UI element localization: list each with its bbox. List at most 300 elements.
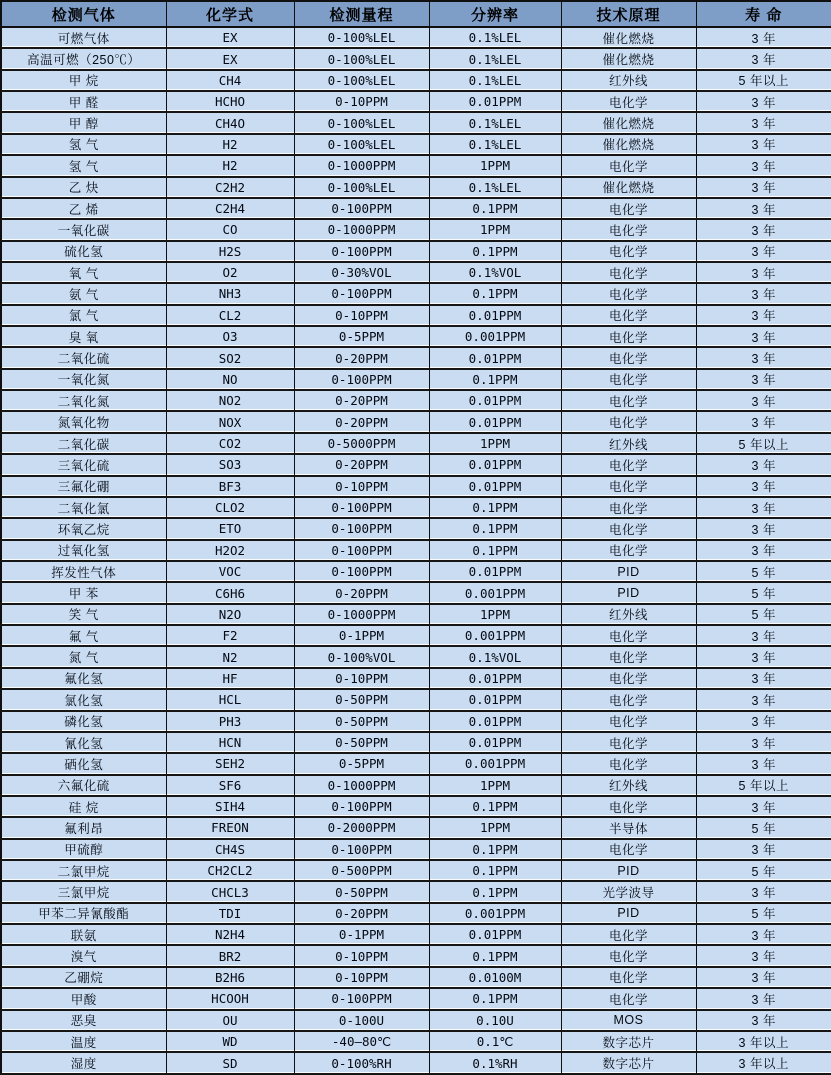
gas-name-cell: 氰化氢 (1, 732, 166, 753)
column-header-resolution: 分辨率 (429, 1, 561, 27)
resolution-cell: 0.1PPM (429, 369, 561, 390)
formula-cell: CO2 (166, 433, 294, 454)
range-cell: 0-100%LEL (294, 27, 429, 48)
resolution-cell: 0.1PPM (429, 198, 561, 219)
table-row (1, 839, 831, 860)
formula-cell: TDI (166, 903, 294, 924)
resolution-cell: 0.01PPM (429, 711, 561, 732)
principle-cell: 催化燃烧 (561, 112, 696, 133)
lifespan-cell: 5 年 (696, 860, 831, 881)
range-cell: 0-20PPM (294, 390, 429, 411)
lifespan-cell: 3 年 (696, 668, 831, 689)
table-row (1, 561, 831, 582)
principle-cell: 催化燃烧 (561, 48, 696, 69)
gas-name-cell: 甲 醛 (1, 91, 166, 112)
principle-cell: 光学波导 (561, 881, 696, 902)
table-row (1, 390, 831, 411)
principle-cell: 电化学 (561, 155, 696, 176)
table-row (1, 753, 831, 774)
gas-name-cell: 三氯甲烷 (1, 881, 166, 902)
range-cell: 0-100PPM (294, 518, 429, 539)
principle-cell: PID (561, 860, 696, 881)
table-row (1, 476, 831, 497)
gas-name-cell: 恶臭 (1, 1010, 166, 1031)
principle-cell: 电化学 (561, 369, 696, 390)
lifespan-cell: 3 年 (696, 347, 831, 368)
formula-cell: CL2 (166, 305, 294, 326)
principle-cell: 催化燃烧 (561, 27, 696, 48)
range-cell: 0-1000PPM (294, 219, 429, 240)
resolution-cell: 0.1%LEL (429, 112, 561, 133)
formula-cell: EX (166, 27, 294, 48)
formula-cell: F2 (166, 625, 294, 646)
formula-cell: VOC (166, 561, 294, 582)
table-row (1, 48, 831, 69)
table-row (1, 497, 831, 518)
principle-cell: 电化学 (561, 668, 696, 689)
table-row (1, 945, 831, 966)
principle-cell: 电化学 (561, 796, 696, 817)
resolution-cell: 0.1PPM (429, 796, 561, 817)
column-header-formula: 化学式 (166, 1, 294, 27)
range-cell: 0-100%LEL (294, 70, 429, 91)
principle-cell: 电化学 (561, 518, 696, 539)
principle-cell: PID (561, 582, 696, 603)
range-cell: 0-20PPM (294, 582, 429, 603)
range-cell: 0-20PPM (294, 454, 429, 475)
gas-name-cell: 湿度 (1, 1052, 166, 1074)
range-cell: 0-100%RH (294, 1052, 429, 1074)
principle-cell: 红外线 (561, 604, 696, 625)
resolution-cell: 0.001PPM (429, 326, 561, 347)
gas-name-cell: 二氧化氯 (1, 497, 166, 518)
principle-cell: 电化学 (561, 305, 696, 326)
range-cell: 0-1PPM (294, 625, 429, 646)
lifespan-cell: 3 年 (696, 967, 831, 988)
lifespan-cell: 3 年 (696, 112, 831, 133)
gas-name-cell: 环氧乙烷 (1, 518, 166, 539)
resolution-cell: 0.1℃ (429, 1031, 561, 1052)
range-cell: 0-100PPM (294, 497, 429, 518)
resolution-cell: 0.1PPM (429, 497, 561, 518)
gas-name-cell: 二氯甲烷 (1, 860, 166, 881)
column-header-gas: 检测气体 (1, 1, 166, 27)
lifespan-cell: 3 年 (696, 198, 831, 219)
formula-cell: CH4 (166, 70, 294, 91)
resolution-cell: 0.1%LEL (429, 134, 561, 155)
formula-cell: SEH2 (166, 753, 294, 774)
formula-cell: EX (166, 48, 294, 69)
principle-cell: 电化学 (561, 497, 696, 518)
principle-cell: 电化学 (561, 198, 696, 219)
lifespan-cell: 3 年 (696, 177, 831, 198)
resolution-cell: 0.01PPM (429, 411, 561, 432)
gas-name-cell: 磷化氢 (1, 711, 166, 732)
lifespan-cell: 3 年 (696, 155, 831, 176)
lifespan-cell: 3 年 (696, 711, 831, 732)
principle-cell: 电化学 (561, 732, 696, 753)
gas-name-cell: 臭 氧 (1, 326, 166, 347)
formula-cell: CHCL3 (166, 881, 294, 902)
resolution-cell: 0.001PPM (429, 903, 561, 924)
table-row (1, 326, 831, 347)
gas-name-cell: 硒化氢 (1, 753, 166, 774)
resolution-cell: 0.1PPM (429, 283, 561, 304)
range-cell: 0-5000PPM (294, 433, 429, 454)
gas-name-cell: 氯 气 (1, 305, 166, 326)
principle-cell: 电化学 (561, 945, 696, 966)
principle-cell: 半导体 (561, 817, 696, 838)
range-cell: 0-50PPM (294, 689, 429, 710)
gas-name-cell: 联氨 (1, 924, 166, 945)
principle-cell: PID (561, 561, 696, 582)
lifespan-cell: 3 年 (696, 326, 831, 347)
formula-cell: N2O (166, 604, 294, 625)
formula-cell: C6H6 (166, 582, 294, 603)
resolution-cell: 0.01PPM (429, 476, 561, 497)
range-cell: 0-100PPM (294, 369, 429, 390)
resolution-cell: 0.1%LEL (429, 27, 561, 48)
table-row (1, 817, 831, 838)
gas-name-cell: 氮氧化物 (1, 411, 166, 432)
gas-name-cell: 甲酸 (1, 988, 166, 1009)
formula-cell: CO (166, 219, 294, 240)
table-row (1, 369, 831, 390)
formula-cell: CH2CL2 (166, 860, 294, 881)
gas-name-cell: 乙 炔 (1, 177, 166, 198)
formula-cell: PH3 (166, 711, 294, 732)
resolution-cell: 0.01PPM (429, 561, 561, 582)
formula-cell: NO (166, 369, 294, 390)
lifespan-cell: 3 年 (696, 540, 831, 561)
formula-cell: SIH4 (166, 796, 294, 817)
principle-cell: 催化燃烧 (561, 134, 696, 155)
lifespan-cell: 5 年 (696, 582, 831, 603)
resolution-cell: 0.01PPM (429, 91, 561, 112)
lifespan-cell: 3 年 (696, 753, 831, 774)
table-row (1, 91, 831, 112)
range-cell: 0-10PPM (294, 668, 429, 689)
formula-cell: CH4S (166, 839, 294, 860)
range-cell: 0-30%VOL (294, 262, 429, 283)
formula-cell: O2 (166, 262, 294, 283)
principle-cell: 红外线 (561, 70, 696, 91)
formula-cell: BF3 (166, 476, 294, 497)
gas-name-cell: 乙 烯 (1, 198, 166, 219)
principle-cell: 电化学 (561, 219, 696, 240)
formula-cell: B2H6 (166, 967, 294, 988)
resolution-cell: 0.1PPM (429, 945, 561, 966)
table-row (1, 646, 831, 667)
table-row (1, 988, 831, 1009)
resolution-cell: 0.01PPM (429, 732, 561, 753)
lifespan-cell: 3 年 (696, 411, 831, 432)
table-row (1, 604, 831, 625)
table-row (1, 689, 831, 710)
principle-cell: 电化学 (561, 540, 696, 561)
range-cell: 0-100PPM (294, 283, 429, 304)
formula-cell: FREON (166, 817, 294, 838)
formula-cell: SD (166, 1052, 294, 1074)
range-cell: 0-100PPM (294, 540, 429, 561)
table-row (1, 775, 831, 796)
range-cell: 0-50PPM (294, 732, 429, 753)
principle-cell: 数字芯片 (561, 1052, 696, 1074)
gas-name-cell: 氧 气 (1, 262, 166, 283)
resolution-cell: 0.1PPM (429, 518, 561, 539)
gas-name-cell: 硅 烷 (1, 796, 166, 817)
range-cell: 0-100PPM (294, 198, 429, 219)
principle-cell: 电化学 (561, 967, 696, 988)
resolution-cell: 0.1%LEL (429, 48, 561, 69)
table-row (1, 198, 831, 219)
gas-name-cell: 氨 气 (1, 283, 166, 304)
gas-name-cell: 二氧化氮 (1, 390, 166, 411)
gas-name-cell: 挥发性气体 (1, 561, 166, 582)
formula-cell: HCHO (166, 91, 294, 112)
lifespan-cell: 3 年以上 (696, 1052, 831, 1074)
resolution-cell: 0.01PPM (429, 305, 561, 326)
principle-cell: 电化学 (561, 411, 696, 432)
lifespan-cell: 5 年 (696, 604, 831, 625)
range-cell: 0-100U (294, 1010, 429, 1031)
formula-cell: ETO (166, 518, 294, 539)
resolution-cell: 0.001PPM (429, 582, 561, 603)
formula-cell: NOX (166, 411, 294, 432)
range-cell: 0-100%LEL (294, 112, 429, 133)
gas-name-cell: 溴气 (1, 945, 166, 966)
table-row (1, 732, 831, 753)
column-header-lifespan: 寿 命 (696, 1, 831, 27)
lifespan-cell: 5 年 (696, 817, 831, 838)
table-row (1, 411, 831, 432)
range-cell: 0-100PPM (294, 839, 429, 860)
range-cell: 0-20PPM (294, 411, 429, 432)
lifespan-cell: 3 年 (696, 476, 831, 497)
lifespan-cell: 5 年以上 (696, 775, 831, 796)
table-row (1, 112, 831, 133)
table-row (1, 305, 831, 326)
formula-cell: C2H2 (166, 177, 294, 198)
range-cell: 0-100%LEL (294, 48, 429, 69)
table-row (1, 967, 831, 988)
lifespan-cell: 3 年 (696, 646, 831, 667)
resolution-cell: 1PPM (429, 155, 561, 176)
lifespan-cell: 3 年 (696, 796, 831, 817)
lifespan-cell: 3 年 (696, 988, 831, 1009)
range-cell: 0-20PPM (294, 903, 429, 924)
gas-name-cell: 硫化氢 (1, 241, 166, 262)
principle-cell: 催化燃烧 (561, 177, 696, 198)
range-cell: -40—80℃ (294, 1031, 429, 1052)
gas-name-cell: 高温可燃（250℃） (1, 48, 166, 69)
gas-name-cell: 六氟化硫 (1, 775, 166, 796)
principle-cell: 电化学 (561, 646, 696, 667)
resolution-cell: 0.01PPM (429, 689, 561, 710)
formula-cell: H2 (166, 155, 294, 176)
gas-name-cell: 氟化氢 (1, 668, 166, 689)
principle-cell: 电化学 (561, 476, 696, 497)
lifespan-cell: 3 年 (696, 241, 831, 262)
table-row (1, 27, 831, 48)
lifespan-cell: 3 年 (696, 369, 831, 390)
resolution-cell: 0.1%LEL (429, 70, 561, 91)
range-cell: 0-100PPM (294, 796, 429, 817)
lifespan-cell: 3 年 (696, 454, 831, 475)
gas-name-cell: 可燃气体 (1, 27, 166, 48)
table-row (1, 924, 831, 945)
formula-cell: HCN (166, 732, 294, 753)
range-cell: 0-5PPM (294, 326, 429, 347)
resolution-cell: 0.001PPM (429, 625, 561, 646)
table-row (1, 155, 831, 176)
table-row (1, 881, 831, 902)
range-cell: 0-500PPM (294, 860, 429, 881)
principle-cell: 电化学 (561, 988, 696, 1009)
formula-cell: SF6 (166, 775, 294, 796)
formula-cell: C2H4 (166, 198, 294, 219)
resolution-cell: 0.01PPM (429, 390, 561, 411)
table-row (1, 796, 831, 817)
table-row (1, 518, 831, 539)
formula-cell: H2 (166, 134, 294, 155)
header-row (1, 1, 831, 27)
gas-name-cell: 氢 气 (1, 134, 166, 155)
principle-cell: 电化学 (561, 283, 696, 304)
range-cell: 0-100%VOL (294, 646, 429, 667)
table-row (1, 177, 831, 198)
resolution-cell: 1PPM (429, 604, 561, 625)
table-row (1, 1031, 831, 1052)
lifespan-cell: 3 年 (696, 689, 831, 710)
formula-cell: HF (166, 668, 294, 689)
resolution-cell: 0.01PPM (429, 924, 561, 945)
formula-cell: SO3 (166, 454, 294, 475)
resolution-cell: 0.01PPM (429, 668, 561, 689)
gas-name-cell: 过氧化氢 (1, 540, 166, 561)
lifespan-cell: 3 年 (696, 390, 831, 411)
table-row (1, 860, 831, 881)
gas-name-cell: 二氧化碳 (1, 433, 166, 454)
table-header (1, 1, 831, 27)
principle-cell: 电化学 (561, 625, 696, 646)
lifespan-cell: 5 年以上 (696, 70, 831, 91)
gas-name-cell: 甲 醇 (1, 112, 166, 133)
principle-cell: 电化学 (561, 711, 696, 732)
principle-cell: 红外线 (561, 433, 696, 454)
range-cell: 0-50PPM (294, 881, 429, 902)
lifespan-cell: 3 年 (696, 625, 831, 646)
table-row (1, 711, 831, 732)
table-row (1, 540, 831, 561)
lifespan-cell: 3 年 (696, 732, 831, 753)
formula-cell: HCOOH (166, 988, 294, 1009)
resolution-cell: 0.1PPM (429, 540, 561, 561)
principle-cell: PID (561, 903, 696, 924)
table-row (1, 454, 831, 475)
lifespan-cell: 3 年 (696, 283, 831, 304)
resolution-cell: 0.1%RH (429, 1052, 561, 1074)
principle-cell: 电化学 (561, 326, 696, 347)
principle-cell: 电化学 (561, 454, 696, 475)
resolution-cell: 0.1PPM (429, 241, 561, 262)
table-row (1, 668, 831, 689)
lifespan-cell: 3 年 (696, 1010, 831, 1031)
gas-name-cell: 一氧化氮 (1, 369, 166, 390)
table-row (1, 219, 831, 240)
lifespan-cell: 5 年以上 (696, 433, 831, 454)
resolution-cell: 0.01PPM (429, 347, 561, 368)
formula-cell: H2S (166, 241, 294, 262)
principle-cell: 电化学 (561, 390, 696, 411)
gas-name-cell: 三氧化硫 (1, 454, 166, 475)
resolution-cell: 0.1%VOL (429, 262, 561, 283)
gas-name-cell: 甲苯二异氰酸酯 (1, 903, 166, 924)
principle-cell: 数字芯片 (561, 1031, 696, 1052)
gas-name-cell: 二氧化硫 (1, 347, 166, 368)
formula-cell: SO2 (166, 347, 294, 368)
range-cell: 0-2000PPM (294, 817, 429, 838)
gas-name-cell: 乙硼烷 (1, 967, 166, 988)
lifespan-cell: 3 年 (696, 219, 831, 240)
range-cell: 0-10PPM (294, 305, 429, 326)
resolution-cell: 0.1PPM (429, 881, 561, 902)
gas-name-cell: 甲 烷 (1, 70, 166, 91)
principle-cell: 电化学 (561, 689, 696, 710)
gas-name-cell: 笑 气 (1, 604, 166, 625)
column-header-principle: 技术原理 (561, 1, 696, 27)
principle-cell: 红外线 (561, 775, 696, 796)
formula-cell: N2H4 (166, 924, 294, 945)
formula-cell: NH3 (166, 283, 294, 304)
lifespan-cell: 3 年 (696, 881, 831, 902)
lifespan-cell: 3 年 (696, 48, 831, 69)
range-cell: 0-5PPM (294, 753, 429, 774)
resolution-cell: 1PPM (429, 433, 561, 454)
formula-cell: O3 (166, 326, 294, 347)
principle-cell: 电化学 (561, 924, 696, 945)
lifespan-cell: 3 年 (696, 924, 831, 945)
gas-name-cell: 一氧化碳 (1, 219, 166, 240)
resolution-cell: 1PPM (429, 817, 561, 838)
range-cell: 0-1000PPM (294, 604, 429, 625)
resolution-cell: 0.1%LEL (429, 177, 561, 198)
lifespan-cell: 3 年 (696, 945, 831, 966)
resolution-cell: 0.0100M (429, 967, 561, 988)
gas-name-cell: 氮 气 (1, 646, 166, 667)
range-cell: 0-100%LEL (294, 177, 429, 198)
gas-name-cell: 氢 气 (1, 155, 166, 176)
gas-name-cell: 温度 (1, 1031, 166, 1052)
formula-cell: N2 (166, 646, 294, 667)
lifespan-cell: 3 年 (696, 134, 831, 155)
resolution-cell: 0.1PPM (429, 860, 561, 881)
resolution-cell: 0.10U (429, 1010, 561, 1031)
table-row (1, 262, 831, 283)
resolution-cell: 0.001PPM (429, 753, 561, 774)
lifespan-cell: 3 年 (696, 305, 831, 326)
resolution-cell: 1PPM (429, 219, 561, 240)
resolution-cell: 0.01PPM (429, 454, 561, 475)
table-row (1, 347, 831, 368)
formula-cell: H2O2 (166, 540, 294, 561)
gas-name-cell: 三氟化硼 (1, 476, 166, 497)
lifespan-cell: 3 年 (696, 839, 831, 860)
principle-cell: 电化学 (561, 91, 696, 112)
formula-cell: HCL (166, 689, 294, 710)
range-cell: 0-1PPM (294, 924, 429, 945)
principle-cell: 电化学 (561, 839, 696, 860)
